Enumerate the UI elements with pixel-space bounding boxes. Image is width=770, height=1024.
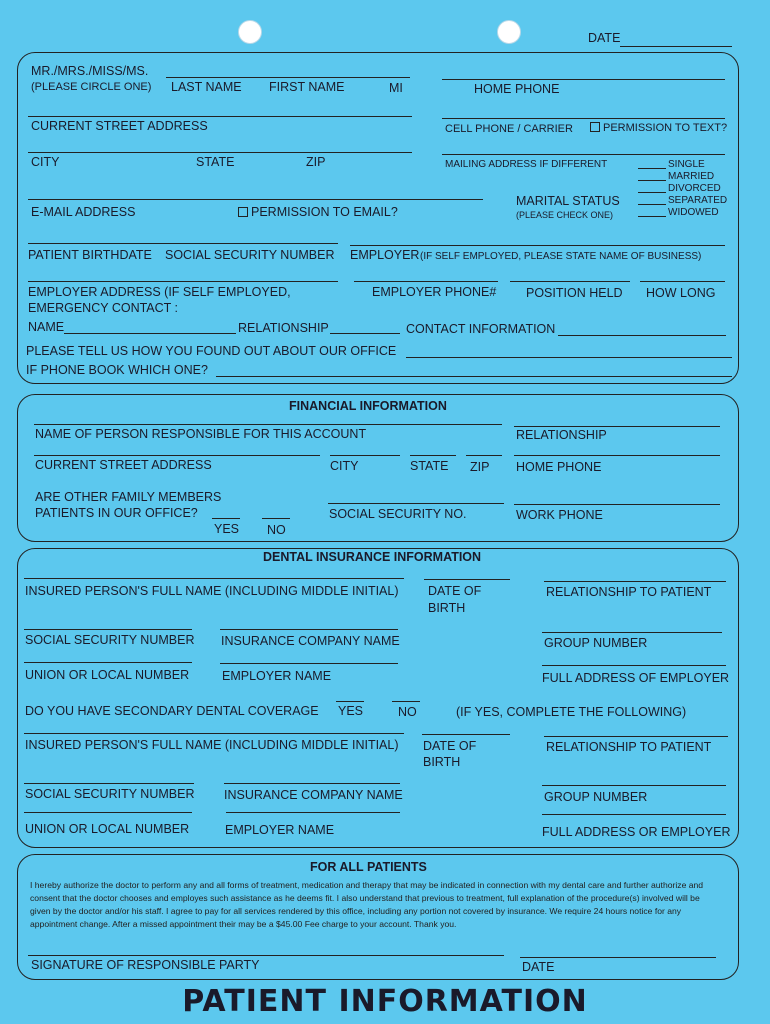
home-phone-label: HOME PHONE: [474, 82, 560, 96]
permission-text-label: PERMISSION TO TEXT?: [603, 122, 728, 134]
group-number-label: GROUP NUMBER: [544, 636, 648, 650]
group-number2-field[interactable]: [542, 785, 726, 786]
group-number2-underline[interactable]: [542, 814, 726, 815]
phone-book-field[interactable]: [216, 376, 732, 377]
fin-zip-field[interactable]: [466, 455, 502, 456]
dental-ssn-label: SOCIAL SECURITY NUMBER: [25, 633, 195, 647]
employer-name-field[interactable]: [220, 663, 398, 664]
cell-phone-label: CELL PHONE / CARRIER: [445, 123, 573, 135]
date-field[interactable]: [620, 46, 732, 47]
responsible-field[interactable]: [34, 424, 502, 425]
fin-city-field[interactable]: [330, 455, 400, 456]
phone-book-label: IF PHONE BOOK WHICH ONE?: [26, 363, 208, 377]
family-no-label: NO: [267, 523, 286, 537]
how-long-label: HOW LONG: [646, 286, 716, 300]
permission-email-checkbox[interactable]: [238, 207, 248, 217]
fin-city-label: CITY: [330, 459, 359, 473]
marital-option-separated: SEPARATED: [668, 195, 728, 206]
emergency-name-field[interactable]: [64, 333, 236, 334]
employer-note: (IF SELF EMPLOYED, PLEASE STATE NAME OF BUSINESS): [420, 251, 702, 262]
work-phone-label: WORK PHONE: [516, 508, 603, 522]
marital-status-label: MARITAL STATUS: [516, 194, 620, 208]
birthdate-label: PATIENT BIRTHDATE: [28, 248, 152, 262]
union2-label: UNION OR LOCAL NUMBER: [25, 822, 190, 836]
ins-company-label: INSURANCE COMPANY NAME: [221, 634, 400, 648]
group-number2-label: GROUP NUMBER: [544, 790, 648, 804]
family-yes-field[interactable]: [212, 518, 240, 519]
emergency-relationship-field[interactable]: [330, 333, 400, 334]
ins-company2-field[interactable]: [224, 783, 400, 784]
dob2-label-line2: BIRTH: [423, 755, 461, 769]
rel-patient-label: RELATIONSHIP TO PATIENT: [546, 585, 712, 599]
marital-option-divorced: DIVORCED: [668, 183, 721, 194]
ins-company2-underline[interactable]: [226, 812, 400, 813]
emergency-label: EMERGENCY CONTACT :: [28, 301, 179, 315]
dental-ssn2-underline[interactable]: [24, 812, 192, 813]
mi-label: MI: [389, 81, 403, 95]
group-number-field[interactable]: [542, 632, 722, 633]
insured-name2-label: INSURED PERSON'S FULL NAME (INCLUDING MIDDLE INITIAL): [25, 738, 399, 752]
dental-title: DENTAL INSURANCE INFORMATION: [263, 550, 482, 564]
fin-state-field[interactable]: [410, 455, 456, 456]
union-label: UNION OR LOCAL NUMBER: [25, 668, 190, 682]
employer-phone-field[interactable]: [354, 281, 498, 282]
family-no-field[interactable]: [262, 518, 290, 519]
secondary-yes-field[interactable]: [336, 701, 364, 702]
cell-phone-field[interactable]: [442, 118, 725, 119]
fin-street-field[interactable]: [34, 455, 320, 456]
dental-ssn2-label: SOCIAL SECURITY NUMBER: [25, 787, 195, 801]
permission-text-checkbox[interactable]: [590, 122, 600, 132]
email-field[interactable]: [28, 199, 483, 200]
employer-name-label: EMPLOYER NAME: [222, 669, 332, 683]
secondary-no-field[interactable]: [392, 701, 420, 702]
dob-label-line1: DATE OF: [428, 584, 482, 598]
position-label: POSITION HELD: [526, 286, 623, 300]
dob-field[interactable]: [424, 579, 510, 580]
marital-line-widowed[interactable]: [638, 216, 666, 217]
zip-label: ZIP: [306, 155, 326, 169]
if-yes-label: (IF YES, COMPLETE THE FOLLOWING): [456, 705, 687, 719]
found-out-field[interactable]: [406, 357, 732, 358]
form-title: PATIENT INFORMATION: [182, 984, 588, 1019]
fin-ssn-field[interactable]: [328, 503, 504, 504]
rel-patient-field[interactable]: [544, 581, 726, 582]
marital-option-single: SINGLE: [668, 159, 705, 170]
work-phone-field[interactable]: [514, 504, 720, 505]
full-address-label: FULL ADDRESS OF EMPLOYER: [542, 671, 730, 685]
fin-state-label: STATE: [410, 459, 449, 473]
insured-name-label: INSURED PERSON'S FULL NAME (INCLUDING MIDDLE INITIAL): [25, 584, 399, 598]
marital-option-widowed: WIDOWED: [668, 207, 719, 218]
permission-email-wrap: [238, 205, 398, 219]
fin-home-phone-field[interactable]: [514, 455, 720, 456]
dob-label-line2: BIRTH: [428, 601, 466, 615]
contact-info-field[interactable]: [558, 335, 726, 336]
mailing-address-field[interactable]: [442, 154, 725, 155]
signature-field[interactable]: [28, 955, 504, 956]
marital-line-single[interactable]: [638, 168, 666, 169]
circle-one-label: (PLEASE CIRCLE ONE): [31, 81, 152, 93]
email-label: E-MAIL ADDRESS: [31, 205, 136, 219]
state-label: STATE: [196, 155, 235, 169]
mailing-address-label: MAILING ADDRESS IF DIFFERENT: [445, 159, 608, 170]
how-long-field[interactable]: [640, 281, 725, 282]
authorization-text: I hereby authorize the doctor to perform any and all forms of treatment, medication and therapy that may be indicated in connection with my dental care and further authorize and consent that the doctor chooses and employes such assistance as he deems fit. I also understand that previous to treatment, full explanation of the procedure(s) involved will be given by the doctor and/or his staff. I agree to pay for all services rendered by this office, including any portion not covered by insurance. We require 24 hours notice for any appointment change. After a missed appointment their may be a $45.00 Fee charge to your account. Thank you.: [30, 880, 704, 929]
full-address2-label: FULL ADDRESS OR EMPLOYER: [542, 825, 731, 839]
employer-field[interactable]: [350, 245, 725, 246]
fin-relationship-label: RELATIONSHIP: [516, 428, 607, 442]
marital-line-divorced[interactable]: [638, 192, 666, 193]
city-state-zip-field[interactable]: [28, 152, 412, 153]
employer-address-label: EMPLOYER ADDRESS (IF SELF EMPLOYED,: [28, 285, 291, 299]
position-field[interactable]: [510, 281, 630, 282]
all-patients-title: FOR ALL PATIENTS: [310, 860, 427, 874]
dob2-label-line1: DATE OF: [423, 739, 477, 753]
fin-ssn-label: SOCIAL SECURITY NO.: [329, 507, 467, 521]
date-label: DATE: [588, 31, 621, 45]
marital-line-married[interactable]: [638, 180, 666, 181]
employer-phone-label: EMPLOYER PHONE#: [372, 285, 497, 299]
salutation-label: MR./MRS./MISS/MS.: [31, 64, 149, 78]
signature-date-label: DATE: [522, 960, 555, 974]
check-one-label: (PLEASE CHECK ONE): [516, 210, 614, 220]
ins-company2-label: INSURANCE COMPANY NAME: [224, 788, 403, 802]
family-yes-label: YES: [214, 522, 240, 536]
employer-address-field[interactable]: [28, 281, 338, 282]
city-label: CITY: [31, 155, 60, 169]
marital-line-separated[interactable]: [638, 204, 666, 205]
first-name-label: FIRST NAME: [269, 80, 345, 94]
rel-patient2-field[interactable]: [544, 736, 728, 737]
marital-option-married: MARRIED: [668, 171, 715, 182]
punch-hole-left: [238, 20, 262, 44]
home-phone-field[interactable]: [442, 79, 725, 80]
financial-title: FINANCIAL INFORMATION: [289, 399, 447, 413]
ins-company-field[interactable]: [220, 629, 398, 630]
insured-name-field[interactable]: [24, 578, 404, 579]
permission-email-label: PERMISSION TO EMAIL?: [251, 205, 398, 219]
dob2-field[interactable]: [422, 734, 510, 735]
name-field[interactable]: [166, 77, 410, 78]
secondary-no-label: NO: [398, 705, 417, 719]
fin-zip-label: ZIP: [470, 460, 490, 474]
employer-label: EMPLOYER: [350, 248, 420, 262]
dental-ssn-field[interactable]: [24, 629, 192, 630]
signature-date-field[interactable]: [520, 957, 716, 958]
ssn-label: SOCIAL SECURITY NUMBER: [165, 248, 335, 262]
fin-street-label: CURRENT STREET ADDRESS: [35, 458, 212, 472]
family-question-line1: ARE OTHER FAMILY MEMBERS: [35, 490, 222, 504]
street-label: CURRENT STREET ADDRESS: [31, 119, 208, 133]
secondary-coverage-label: DO YOU HAVE SECONDARY DENTAL COVERAGE: [25, 704, 319, 718]
street-field[interactable]: [28, 116, 412, 117]
permission-text-wrap: [590, 122, 727, 134]
employer2-label: EMPLOYER NAME: [225, 823, 335, 837]
punch-hole-right: [497, 20, 521, 44]
fin-relationship-field[interactable]: [514, 426, 720, 427]
family-question-line2: PATIENTS IN OUR OFFICE?: [35, 506, 198, 520]
emergency-name-label: NAME: [28, 320, 65, 334]
responsible-label: NAME OF PERSON RESPONSIBLE FOR THIS ACCOUNT: [35, 427, 367, 441]
contact-info-label: CONTACT INFORMATION: [406, 322, 556, 336]
last-name-label: LAST NAME: [171, 80, 242, 94]
union-field[interactable]: [24, 662, 192, 663]
secondary-yes-label: YES: [338, 704, 364, 718]
found-out-label: PLEASE TELL US HOW YOU FOUND OUT ABOUT OUR OFFICE: [26, 344, 397, 358]
rel-patient2-label: RELATIONSHIP TO PATIENT: [546, 740, 712, 754]
birthdate-ssn-field[interactable]: [28, 243, 338, 244]
signature-label: SIGNATURE OF RESPONSIBLE PARTY: [31, 958, 260, 972]
dental-ssn2-field[interactable]: [24, 783, 194, 784]
full-address-field[interactable]: [542, 665, 726, 666]
fin-home-phone-label: HOME PHONE: [516, 460, 602, 474]
emergency-relationship-label: RELATIONSHIP: [238, 321, 329, 335]
insured-name2-field[interactable]: [24, 733, 404, 734]
